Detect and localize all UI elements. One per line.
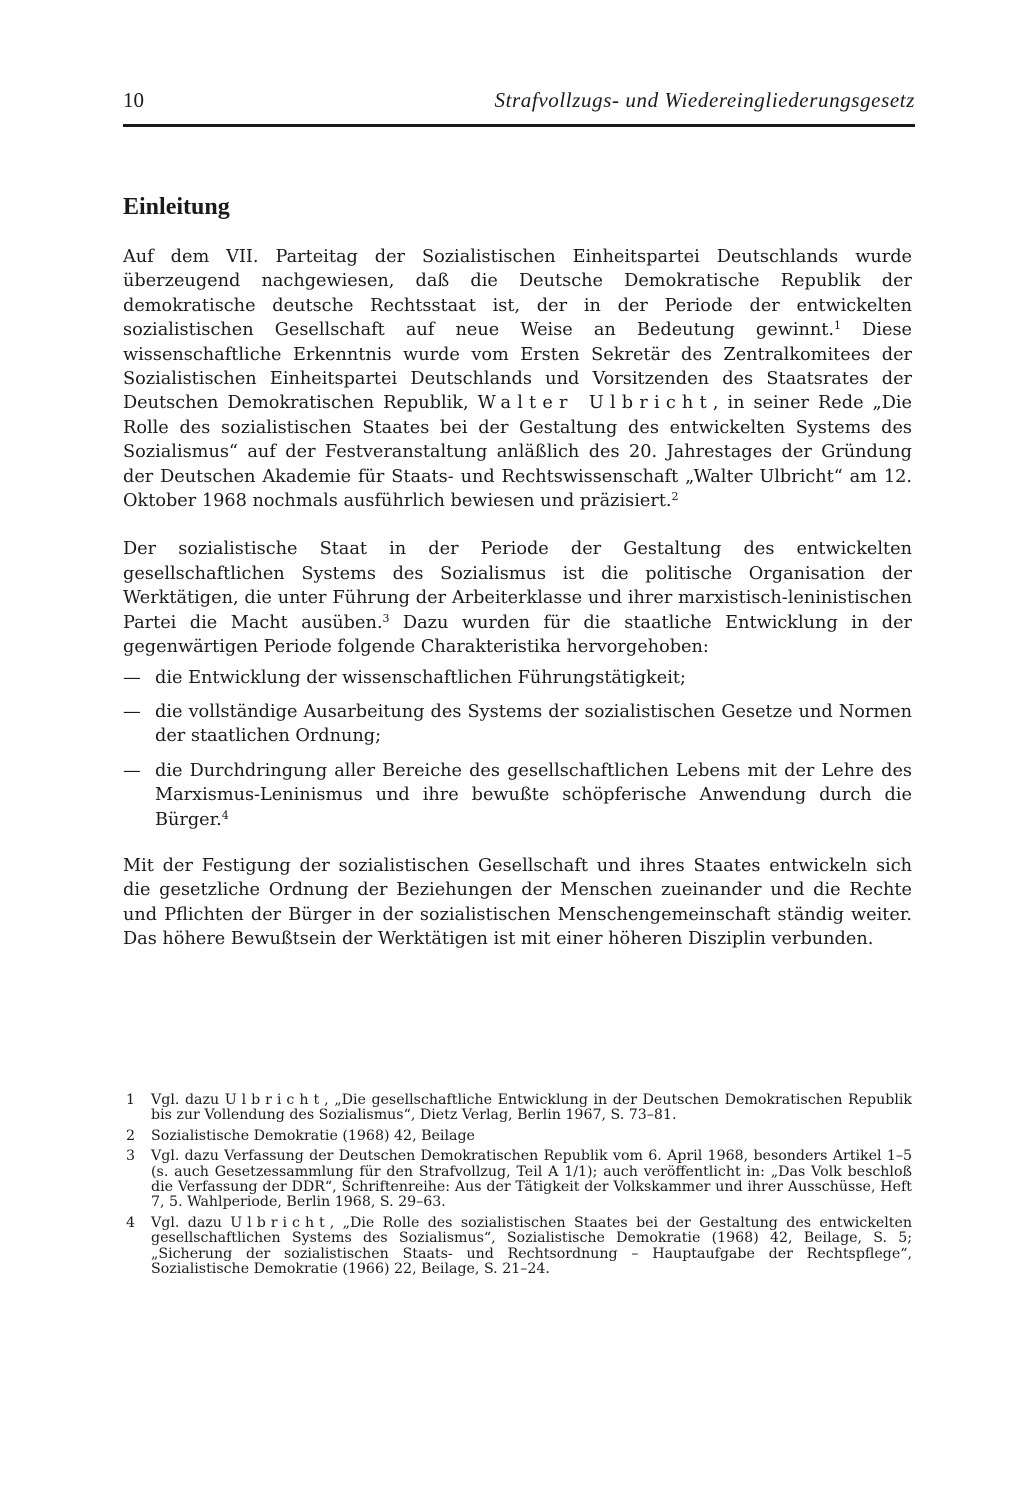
main-text [123, 245, 912, 952]
dash-marker: — [123, 760, 141, 781]
footnote-2: 2 Sozialistische Demokratie (1968) 42, Beilage [126, 1127, 475, 1144]
footnote-number: 1 [126, 1092, 136, 1108]
footnote-number: 2 [126, 1127, 136, 1144]
footnote-1: 1 Vgl. dazu Ulbricht, „Die gesellschaftliche Entwicklung in der Deutschen Demokratischen Republik bis zur Vollendung des Sozialismus“, Dietz Verlag, Berlin 1967, S. 73–81. [126, 1092, 912, 1124]
footnote-number: 3 [126, 1148, 136, 1165]
list-item: — die Entwicklung der wissenschaftlichen Führungstätigkeit; [123, 666, 912, 690]
footnote-ref-4: 4 [221, 808, 229, 822]
emphasized-name: Ulbricht [230, 1214, 330, 1231]
header-rule [123, 124, 915, 127]
footnote-ref-3: 3 [382, 611, 390, 625]
page-number: 10 [123, 88, 144, 112]
characteristics-list [123, 666, 912, 832]
footnote-number: 4 [126, 1214, 136, 1231]
footnote-ref-2: 2 [671, 490, 679, 504]
emphasized-name: Ulbricht [224, 1092, 325, 1108]
emphasized-name: Walter Ulbricht [477, 393, 713, 414]
running-title: Strafvollzugs- und Wiedereingliederungsgesetz [494, 88, 915, 112]
paragraph-2: Der sozialistische Staat in der Periode der Gestaltung des entwickelten gesellschaftlichen Systems des Sozialismus ist die politische Organisation der Werktätigen, die unter Führung der Arbeiterklasse und ihrer marxistisch-leninistischen Partei die Macht ausüben.$^3$ Dazu wurden für die staatliche Entwicklung in der gegenwärtigen Periode folgende Charakteristika hervorgehoben: [123, 539, 912, 658]
list-item: — die vollständige Ausarbeitung des Systems der sozialistischen Gesetze und Normen der staatlichen Ordnung; [123, 701, 912, 747]
dash-marker: — [123, 667, 141, 688]
footnote-3: 3 Vgl. dazu Verfassung der Deutschen Demokratischen Republik vom 6. April 1968, besonders Artikel 1–5 (s. auch Gesetzessammlung für den Strafvollzug, Teil A 1/1); auch veröffentlicht in: „Das Volk beschloß die Verfassung der DDR“, Schriftenreihe: Aus der Tätigkeit der Volkskammer und ihrer Ausschüsse, Heft 7, 5. Wahlperiode, Berlin 1968, S. 29–63. [126, 1148, 912, 1211]
list-item: — die Durchdringung aller Bereiche des gesellschaftlichen Lebens mit der Lehre des Marxismus-Leninismus und ihre bewußte schöpferische Anwendung durch die Bürger.$^4$ [123, 760, 912, 830]
page-header [123, 88, 915, 118]
footnote-ref-1: 1 [834, 319, 842, 333]
footnotes [126, 1093, 912, 1282]
footnote-4: 4 Vgl. dazu Ulbricht, „Die Rolle des sozialistischen Staates bei der Gestaltung des entwickelten gesellschaftlichen Systems des Sozialismus“, Sozialistische Demokratie (1968) 42, Beilage, S. 5; „Sicherung der sozialistischen Staats- und Rechtsordnung – Hauptaufgabe der Rechtspflege“, Sozialistische Demokratie (1966) 22, Beilage, S. 21–24. [126, 1214, 912, 1278]
paragraph-3: Mit der Festigung der sozialistischen Gesellschaft und ihres Staates entwickeln sich die gesetzliche Ordnung der Beziehungen der Menschen zueinander und die Rechte und Pflichten der Bürger in der sozialistischen Menschengemeinschaft ständig weiter. Das höhere Bewußtsein der Werktätigen ist mit einer höheren Disziplin verbunden. [123, 855, 912, 950]
dash-marker: — [123, 701, 141, 722]
section-heading: Einleitung [123, 194, 230, 220]
paragraph-1: Auf dem VII. Parteitag der Sozialistischen Einheitspartei Deutschlands wurde überzeugend nachgewiesen, daß die Deutsche Demokratische Republik der demokratische deutsche Rechtsstaat ist, der in der Periode der entwickelten sozialistischen Gesellschaft auf neue Weise an Bedeutung gewinnt.$^1$ Diese wissenschaftliche Erkenntnis wurde vom Ersten Sekretär des Zentralkomitees der Sozialistischen Einheitspartei Deutschlands und Vorsitzenden des Staatsrates der Deutschen Demokratischen Republik, Walter Ulbricht, in seiner Rede „Die Rolle des sozialistischen Staates bei der Gestaltung des entwickelten Systems des Sozialismus“ auf der Festveranstaltung anläßlich des 20. Jahrestages der Gründung der Deutschen Akademie für Staats- und Rechtswissenschaft „Walter Ulbricht“ am 12. Oktober 1968 nochmals ausführlich bewiesen und präzisiert.$^2$ [123, 247, 913, 512]
